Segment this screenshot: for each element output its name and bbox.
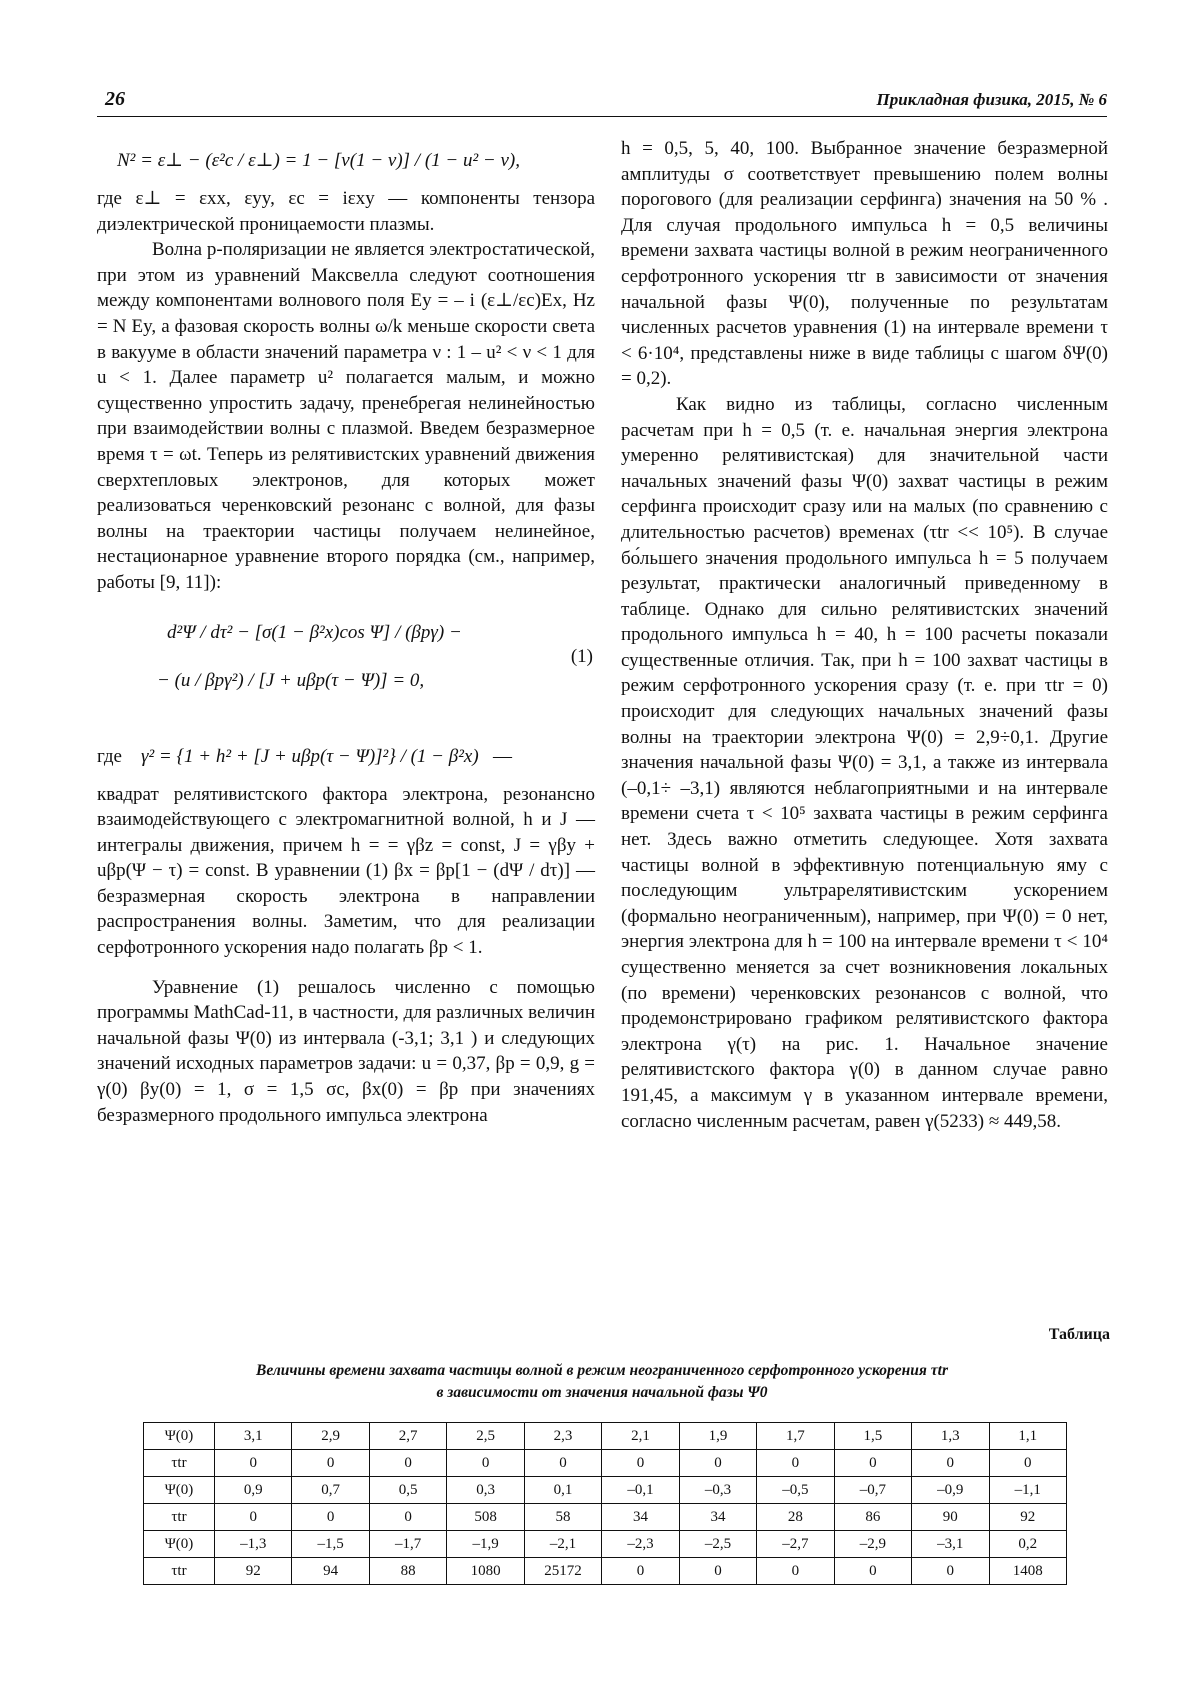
table-cell: 2,5 — [447, 1423, 524, 1450]
table-cell: 0 — [834, 1450, 911, 1477]
table-cell: 1,7 — [757, 1423, 834, 1450]
table-cell: 90 — [912, 1504, 989, 1531]
table-row-header: Ψ(0) — [144, 1423, 215, 1450]
table-cell: 2,1 — [602, 1423, 679, 1450]
table-cell: 1408 — [989, 1558, 1066, 1585]
table-cell: 25172 — [524, 1558, 601, 1585]
table-cell: –0,7 — [834, 1477, 911, 1504]
equation-gamma — [97, 732, 595, 782]
table-cell: 0,7 — [292, 1477, 369, 1504]
table-cell: 0 — [757, 1450, 834, 1477]
table-cell: 0 — [369, 1504, 446, 1531]
table-cell: –1,7 — [369, 1531, 446, 1558]
table-cell: –2,9 — [834, 1531, 911, 1558]
table-cell: 1080 — [447, 1558, 524, 1585]
table-row-header: τtr — [144, 1450, 215, 1477]
table-cell: –1,9 — [447, 1531, 524, 1558]
table-cell: 508 — [447, 1504, 524, 1531]
equation-refractive-index: N² = ε⊥ − (ε²c / ε⊥) = 1 − [ν(1 − ν)] / (1 − u² − ν), — [117, 150, 520, 171]
capture-time-table — [143, 1422, 1067, 1585]
right-column — [621, 136, 1108, 1134]
gamma-dash: — — [492, 745, 512, 767]
equation-1 — [97, 608, 595, 718]
table-cell: –1,5 — [292, 1531, 369, 1558]
table-cell: 0 — [679, 1450, 756, 1477]
table-cell: 3,1 — [215, 1423, 292, 1450]
gamma-formula: γ² = {1 + h² + [J + uβp(τ − Ψ)]²} / (1 − β²x) — [140, 745, 479, 767]
table-cell: 1,5 — [834, 1423, 911, 1450]
table-cell: 0 — [912, 1450, 989, 1477]
journal-title: Прикладная физика, 2015, № 6 — [876, 90, 1107, 109]
table-cell: 34 — [602, 1504, 679, 1531]
table-cell: 0 — [369, 1450, 446, 1477]
table-cell: 92 — [215, 1558, 292, 1585]
table-cell: 1,1 — [989, 1423, 1066, 1450]
table-cell: 0 — [602, 1450, 679, 1477]
table-cell: –1,1 — [989, 1477, 1066, 1504]
paragraph: Уравнение (1) решалось численно с помощью программы MathCad-11, в частности, для различных величин начальной фазы Ψ(0) из интервала (-3,1; 3,1 ) и следующих значений исходных параметров задачи: u = 0,37, βp = 0,9, g = γ(0) βy(0) = 1, σ = 1,5 σc, βx(0) = βp при значениях безразмерного продольного импульса электрона — [97, 976, 595, 1126]
table-cell: 2,9 — [292, 1423, 369, 1450]
table-cell: 0,5 — [369, 1477, 446, 1504]
table-row-header: τtr — [144, 1558, 215, 1585]
left-column — [97, 136, 595, 1128]
table-cell: 86 — [834, 1504, 911, 1531]
table-caption-line-2: в зависимости от значения начальной фазы Ψ0 — [436, 1384, 768, 1401]
paragraph: где ε⊥ = εxx, εyy, εc = iεxy — компоненты тензора диэлектрической проницаемости плазмы. — [97, 188, 595, 235]
table-cell: 2,3 — [524, 1423, 601, 1450]
table-cell: 0 — [602, 1558, 679, 1585]
table-row-header: Ψ(0) — [144, 1531, 215, 1558]
table-cell: 0,9 — [215, 1477, 292, 1504]
table-cell: 2,7 — [369, 1423, 446, 1450]
table-cell: 94 — [292, 1558, 369, 1585]
paragraph: Как видно из таблицы, согласно численным расчетам при h = 0,5 (т. е. начальная энергия электрона умеренно релятивистская) для значительной части начальных значений фазы Ψ(0) захват частицы в режим серфинга происходит сразу или на малых (по сравнению с длительностью расчетов) временах (τtr << 10⁵). В случае бо́льшего значения продольного импульса h = 5 получаем результат, практически аналогичный приведенному в таблице. Однако для сильно релятивистских значений продольного импульса h = 40, h = 100 расчеты показали существенные отличия. Так, при h = 100 захват частицы в режим серфотронного ускорения сразу (т. е. при τtr = 0) происходит для следующих начальных значений фазы волны на траектории электрона Ψ(0) = 2,9÷0,1. Другие значения начальной фазы Ψ(0) = 3,1, а также из интервала (–0,1÷ –3,1) являются неблагоприятными и на интервале времени счета τ < 10⁵ захвата частицы в режим серфинга нет. Здесь важно отметить следующее. Хотя захвата частицы волной в эффективную потенциальную яму с последующим ультрарелятивистским ускорением (формально неограниченным), например, при Ψ(0) = 0 нет, энергия электрона для h = 100 на интервале времени τ < 10⁴ существенно меняется за счет возникновения локальных (по времени) черенковских резонансов с волной, что продемонстрировано графиком релятивистского фактора электрона γ(τ) на рис. 1. Начальное значение релятивистского фактора γ(0) в данном случае равно 191,45, а максимум γ в указанном интервале времени, согласно численным расчетам, равен γ(5233) ≈ 449,58. — [621, 393, 1108, 1132]
table-cell: –2,5 — [679, 1531, 756, 1558]
table-cell: 0 — [912, 1558, 989, 1585]
equation-number: (1) — [570, 645, 593, 667]
table-cell: 28 — [757, 1504, 834, 1531]
table-row-header: τtr — [144, 1504, 215, 1531]
table-cell: –0,3 — [679, 1477, 756, 1504]
table-cell: –1,3 — [215, 1531, 292, 1558]
table-cell: 92 — [989, 1504, 1066, 1531]
table-cell: –0,1 — [602, 1477, 679, 1504]
paragraph: Волна p-поляризации не является электростатической, при этом из уравнений Максвелла следуют соотношения между компонентами волнового поля Ey = – i (ε⊥/εc)Ex, Hz = N Ey, а фазовая скорость волны ω/k меньше скорости света в вакууме в области значений параметра ν : 1 – u² < ν < 1 для u < 1. Далее параметр u² полагается малым, и можно существенно упростить задачу, пренебрегая нелинейностью при взаимодействии волны с плазмой. Введем безразмерное время τ = ωt. Теперь из релятивистских уравнений движения сверхтепловых электронов, для которых может реализоваться черенковский резонанс с волной, для фазы волны на траектории частицы получаем нелинейное, нестационарное уравнение второго порядка (см., например, работы [9, 11]): — [97, 239, 595, 593]
paragraph: квадрат релятивистского фактора электрона, резонансно взаимодействующего с электромагнитной волной, h и J — интегралы движения, причем h = = γβz = const, J = γβy + uβp(Ψ − τ) = const. В уравнении (1) βx = βp[1 − (dΨ / dτ)] — безразмерная скорость электрона в направлении распространения волны. Заметим, что для реализации серфотронного ускорения надо полагать βp < 1. — [97, 783, 595, 959]
table-caption — [97, 1360, 1107, 1404]
table-cell: 0 — [447, 1450, 524, 1477]
table-cell: 0,1 — [524, 1477, 601, 1504]
table-cell: 1,3 — [912, 1423, 989, 1450]
table-cell: –3,1 — [912, 1531, 989, 1558]
equation-1-line-1: d²Ψ / dτ² − [σ(1 − β²x)cos Ψ] / (βpγ) − — [167, 621, 462, 643]
table-cell: 34 — [679, 1504, 756, 1531]
table-label: Таблица — [1048, 1326, 1110, 1343]
table-row — [144, 1477, 1067, 1504]
table-cell: 0 — [215, 1450, 292, 1477]
table-cell: –2,7 — [757, 1531, 834, 1558]
table-cell: 0,2 — [989, 1531, 1066, 1558]
table-cell: –0,5 — [757, 1477, 834, 1504]
table-caption-line-1: Величины времени захвата частицы волной в режим неограниченного серфотронного ускорения τtr — [256, 1362, 948, 1379]
table-cell: 0 — [834, 1558, 911, 1585]
table-cell: 1,9 — [679, 1423, 756, 1450]
table-cell: 0 — [989, 1450, 1066, 1477]
table-row-header: Ψ(0) — [144, 1477, 215, 1504]
table-row — [144, 1558, 1067, 1585]
table-cell: 0 — [292, 1504, 369, 1531]
table-cell: 0 — [215, 1504, 292, 1531]
table-cell: –2,1 — [524, 1531, 601, 1558]
table-cell: 0 — [524, 1450, 601, 1477]
table-cell: 0 — [757, 1558, 834, 1585]
equation-1-line-2: − (u / βpγ²) / [J + uβp(τ − Ψ)] = 0, — [157, 669, 425, 691]
table-cell: 0 — [679, 1558, 756, 1585]
table-row — [144, 1504, 1067, 1531]
page-header — [97, 88, 1107, 117]
table-row — [144, 1450, 1067, 1477]
table-cell: –2,3 — [602, 1531, 679, 1558]
table-cell: 0 — [292, 1450, 369, 1477]
table-cell: 88 — [369, 1558, 446, 1585]
gamma-intro: где — [97, 745, 122, 767]
table-cell: 0,3 — [447, 1477, 524, 1504]
table-cell: 58 — [524, 1504, 601, 1531]
table-row — [144, 1423, 1067, 1450]
page-number: 26 — [105, 88, 125, 110]
table-row — [144, 1531, 1067, 1558]
paragraph: h = 0,5, 5, 40, 100. Выбранное значение безразмерной амплитуды σ соответствует превышению полем волны порогового (для реализации серфинга) значения на 50 % . Для случая продольного импульса h = 0,5 величины времени захвата частицы волной в режим неограниченного серфотронного ускорения τtr в зависимости от значения начальной фазы Ψ(0), полученные по результатам численных расчетов уравнения (1) на интервале времени τ < 6·10⁴, представлены ниже в виде таблицы с шагом δΨ(0) = 0,2). — [621, 138, 1108, 390]
table-cell: –0,9 — [912, 1477, 989, 1504]
